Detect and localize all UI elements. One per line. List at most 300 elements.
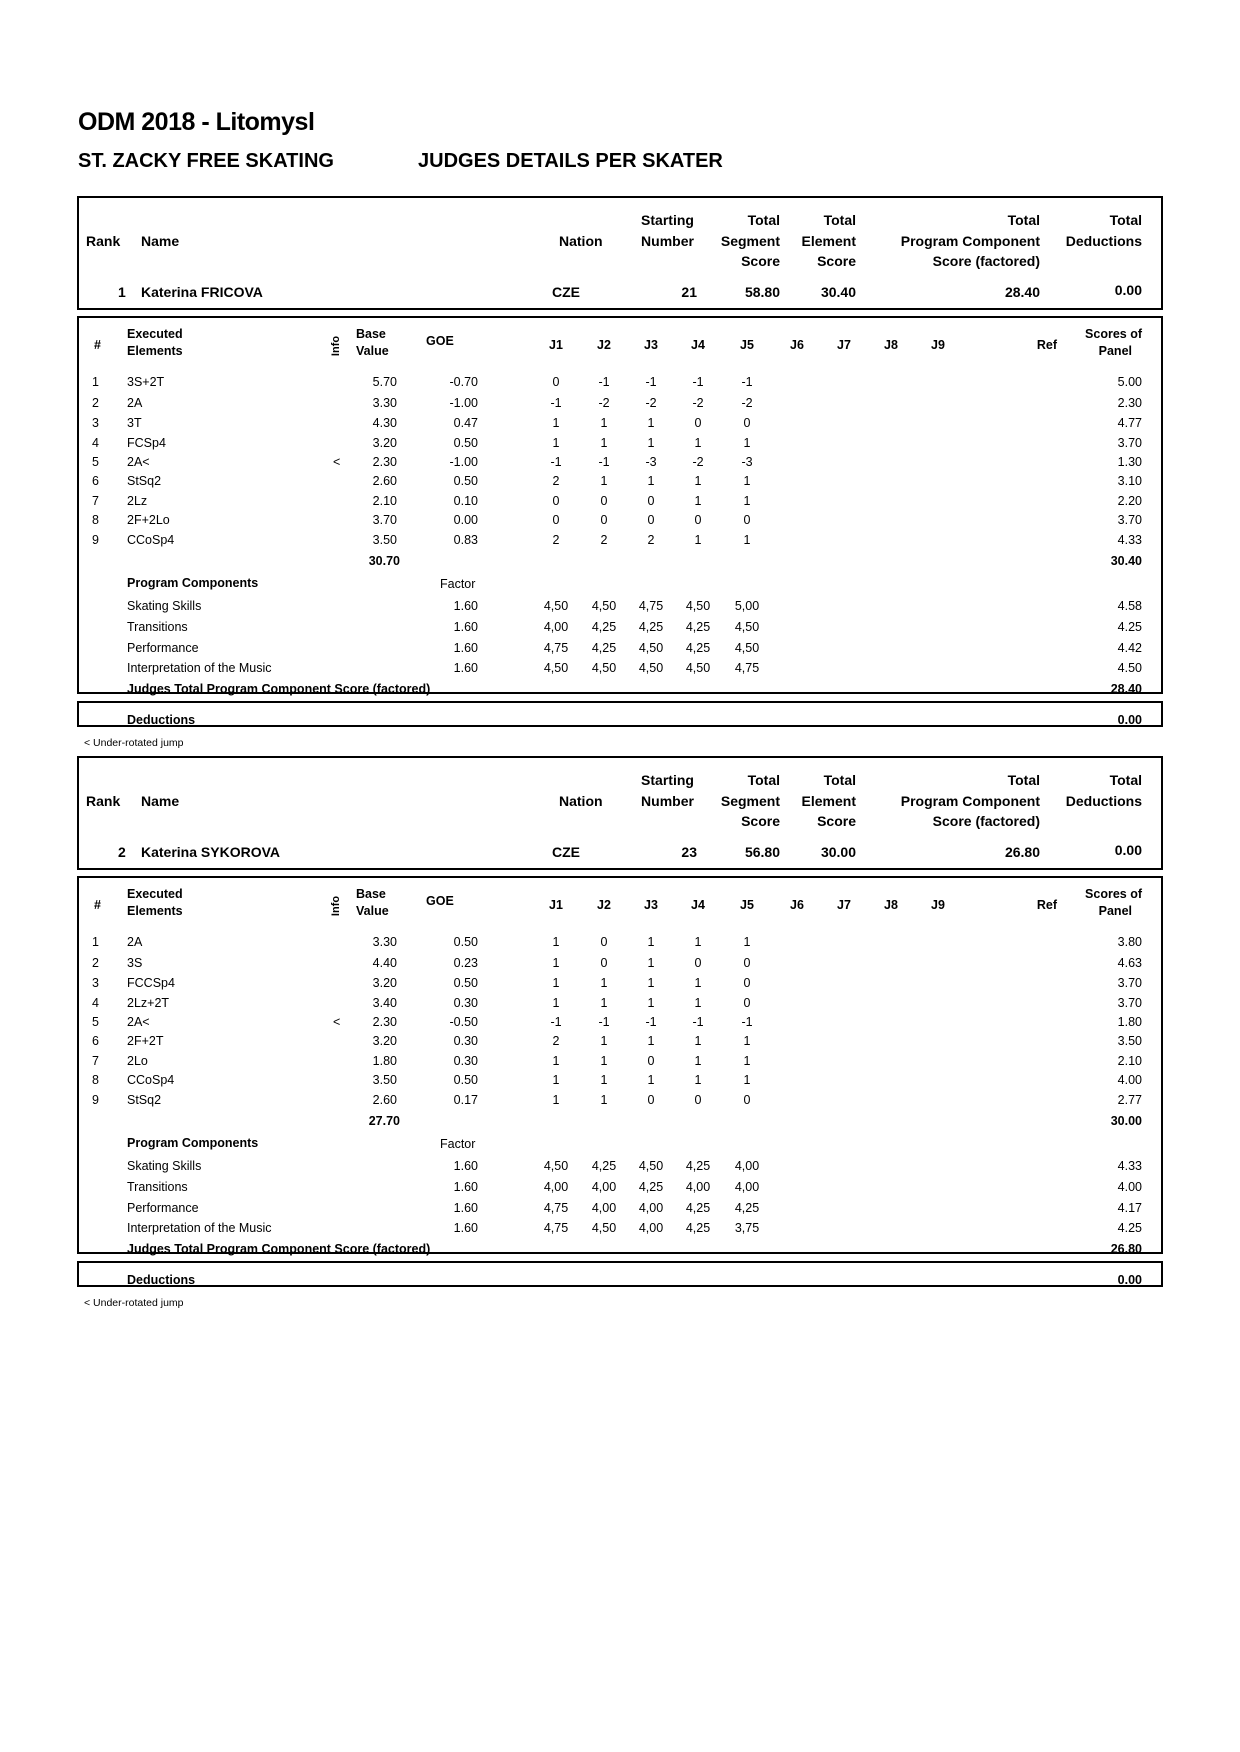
skater-pcs: 26.80 xyxy=(1004,844,1040,860)
tss-total-label: Total xyxy=(747,772,780,788)
col-judge-label: J7 xyxy=(837,898,851,912)
element-judge-score: 0 xyxy=(694,513,702,527)
element-info: < xyxy=(333,1015,341,1029)
element-judge-score: -1 xyxy=(550,455,562,469)
component-judge-score: 4,50 xyxy=(591,661,617,675)
element-judge-score: 1 xyxy=(694,494,702,508)
legend-note: < Under-rotated jump xyxy=(84,1297,184,1309)
element-goe: 0.30 xyxy=(453,996,478,1010)
element-goe: 0.17 xyxy=(453,1093,478,1107)
component-name: Transitions xyxy=(127,1180,188,1194)
element-base-value: 3.50 xyxy=(372,533,397,547)
judges-total-pcs-value: 26.80 xyxy=(1110,1242,1142,1256)
element-code: 2A xyxy=(127,935,143,949)
element-base-value: 3.70 xyxy=(372,513,397,527)
nation-label: Nation xyxy=(559,793,603,809)
col-value-label: Value xyxy=(356,904,389,918)
element-panel-score: 2.30 xyxy=(1117,396,1142,410)
col-value-label: Value xyxy=(356,344,389,358)
element-base-value: 2.60 xyxy=(372,474,397,488)
element-judge-score: 1 xyxy=(552,935,560,949)
element-code: 2A< xyxy=(127,1015,150,1029)
skater-rank: 1 xyxy=(118,284,126,300)
col-base-label: Base xyxy=(356,887,386,901)
element-judge-score: -1 xyxy=(598,375,610,389)
element-goe: 0.50 xyxy=(453,436,478,450)
element-judge-score: 2 xyxy=(647,533,655,547)
element-judge-score: 0 xyxy=(694,956,702,970)
element-judge-score: 1 xyxy=(552,996,560,1010)
element-number: 8 xyxy=(92,513,99,527)
pcs-score-factored-label: Score (factored) xyxy=(932,813,1040,829)
number-label: Number xyxy=(641,233,694,249)
col-judge-label: J5 xyxy=(740,898,754,912)
element-base-value: 3.20 xyxy=(372,976,397,990)
element-judge-score: 0 xyxy=(647,1054,655,1068)
component-panel-score: 4.58 xyxy=(1117,599,1142,613)
col-goe-label: GOE xyxy=(426,894,454,908)
element-code: 3S+2T xyxy=(127,375,165,389)
element-judge-score: -1 xyxy=(692,375,704,389)
component-judge-score: 4,25 xyxy=(685,620,711,634)
starting-label: Starting xyxy=(641,772,694,788)
element-judge-score: 1 xyxy=(600,976,608,990)
element-judge-score: 0 xyxy=(743,956,751,970)
deductions-value: 0.00 xyxy=(1117,713,1142,727)
component-judge-score: 4,50 xyxy=(543,599,569,613)
element-judge-score: -1 xyxy=(598,1015,610,1029)
element-judge-score: 1 xyxy=(600,474,608,488)
pcs-score-factored-label: Score (factored) xyxy=(932,253,1040,269)
component-judge-score: 4,00 xyxy=(734,1159,760,1173)
element-code: 3T xyxy=(127,416,142,430)
component-panel-score: 4.25 xyxy=(1117,620,1142,634)
element-judge-score: 1 xyxy=(600,1054,608,1068)
element-judge-score: 1 xyxy=(743,1034,751,1048)
tes-score-label: Score xyxy=(817,813,856,829)
element-panel-score: 2.77 xyxy=(1117,1093,1142,1107)
col-judge-label: J4 xyxy=(691,898,705,912)
component-judge-score: 4,00 xyxy=(591,1180,617,1194)
element-judge-score: 1 xyxy=(552,956,560,970)
element-judge-score: -2 xyxy=(598,396,610,410)
rank-label: Rank xyxy=(86,793,121,809)
skater-total-deductions: 0.00 xyxy=(1114,842,1142,858)
col-judge-label: J8 xyxy=(884,898,898,912)
element-panel-score: 4.63 xyxy=(1117,956,1142,970)
element-number: 4 xyxy=(92,996,99,1010)
component-panel-score: 4.33 xyxy=(1117,1159,1142,1173)
skater-starting-number: 23 xyxy=(681,844,697,860)
component-judge-score: 4,25 xyxy=(591,620,617,634)
tes-element-label: Element xyxy=(801,233,856,249)
col-scores-of-label: Scores of xyxy=(1085,327,1142,341)
report-title: JUDGES DETAILS PER SKATER xyxy=(418,150,723,172)
element-judge-score: 1 xyxy=(600,996,608,1010)
element-judge-score: 0 xyxy=(743,996,751,1010)
col-judge-label: J2 xyxy=(597,898,611,912)
factor-label: Factor xyxy=(440,577,476,591)
name-label: Name xyxy=(141,793,180,809)
element-code: 2F+2T xyxy=(127,1034,164,1048)
tes-element-label: Element xyxy=(801,793,856,809)
component-name: Performance xyxy=(127,641,199,655)
component-judge-score: 4,00 xyxy=(591,1201,617,1215)
legend-note: < Under-rotated jump xyxy=(84,737,184,749)
component-name: Interpretation of the Music xyxy=(127,1221,272,1235)
component-panel-score: 4.42 xyxy=(1117,641,1142,655)
element-judge-score: 0 xyxy=(694,416,702,430)
element-panel-score: 3.80 xyxy=(1117,935,1142,949)
skater-tss: 56.80 xyxy=(744,844,780,860)
skater-nation: CZE xyxy=(552,284,580,300)
element-judge-score: 0 xyxy=(743,416,751,430)
element-judge-score: 2 xyxy=(552,533,560,547)
element-base-value: 2.60 xyxy=(372,1093,397,1107)
element-info: < xyxy=(333,455,341,469)
element-panel-score: 4.00 xyxy=(1117,1073,1142,1087)
element-judge-score: -2 xyxy=(645,396,657,410)
element-number: 1 xyxy=(92,375,99,389)
element-judge-score: 1 xyxy=(743,436,751,450)
skater-nation: CZE xyxy=(552,844,580,860)
skater-details-box xyxy=(77,876,1163,1254)
number-label: Number xyxy=(641,793,694,809)
element-code: FCCSp4 xyxy=(127,976,175,990)
element-judge-score: 1 xyxy=(694,533,702,547)
element-judge-score: 0 xyxy=(600,494,608,508)
element-judge-score: -2 xyxy=(692,455,704,469)
pcs-program-component-label: Program Component xyxy=(900,793,1040,809)
component-judge-score: 4,25 xyxy=(685,1201,711,1215)
component-judge-score: 4,25 xyxy=(638,1180,664,1194)
element-code: StSq2 xyxy=(127,474,162,488)
col-panel-label: Panel xyxy=(1098,904,1132,918)
element-base-value: 2.30 xyxy=(372,1015,397,1029)
element-panel-score: 2.10 xyxy=(1117,1054,1142,1068)
nation-label: Nation xyxy=(559,233,603,249)
deductions-box xyxy=(77,1261,1163,1287)
skater-header-box xyxy=(77,756,1163,870)
col-judge-label: J1 xyxy=(549,898,563,912)
component-factor: 1.60 xyxy=(453,599,478,613)
element-judge-score: 1 xyxy=(743,935,751,949)
element-goe: 0.10 xyxy=(453,494,478,508)
element-judge-score: 1 xyxy=(600,1034,608,1048)
col-judge-label: J1 xyxy=(549,338,563,352)
element-panel-score: 1.80 xyxy=(1117,1015,1142,1029)
element-code: FCSp4 xyxy=(127,436,166,450)
element-judge-score: 0 xyxy=(743,976,751,990)
col-judge-label: J9 xyxy=(931,338,945,352)
element-code: 2A< xyxy=(127,455,150,469)
element-number: 5 xyxy=(92,1015,99,1029)
starting-label: Starting xyxy=(641,212,694,228)
element-code: StSq2 xyxy=(127,1093,162,1107)
component-judge-score: 4,50 xyxy=(638,1159,664,1173)
element-judge-score: 1 xyxy=(552,1093,560,1107)
element-panel-score: 4.33 xyxy=(1117,533,1142,547)
component-judge-score: 4,00 xyxy=(638,1201,664,1215)
element-number: 4 xyxy=(92,436,99,450)
component-factor: 1.60 xyxy=(453,1180,478,1194)
skater-name: Katerina SYKOROVA xyxy=(141,844,280,860)
skater-details-box xyxy=(77,316,1163,694)
element-code: CCoSp4 xyxy=(127,1073,175,1087)
element-number: 9 xyxy=(92,1093,99,1107)
element-number: 5 xyxy=(92,455,99,469)
elements-total: 30.00 xyxy=(1110,1114,1142,1128)
component-judge-score: 5,00 xyxy=(734,599,760,613)
element-judge-score: 0 xyxy=(600,956,608,970)
element-panel-score: 2.20 xyxy=(1117,494,1142,508)
component-judge-score: 4,75 xyxy=(543,1201,569,1215)
deductions-value: 0.00 xyxy=(1117,1273,1142,1287)
element-judge-score: 2 xyxy=(600,533,608,547)
element-judge-score: -1 xyxy=(692,1015,704,1029)
element-code: CCoSp4 xyxy=(127,533,175,547)
element-panel-score: 3.70 xyxy=(1117,513,1142,527)
element-code: 2F+2Lo xyxy=(127,513,170,527)
element-judge-score: 1 xyxy=(552,1073,560,1087)
element-judge-score: 1 xyxy=(694,1054,702,1068)
element-judge-score: 0 xyxy=(600,935,608,949)
element-goe: -0.70 xyxy=(449,375,478,389)
element-judge-score: -1 xyxy=(741,375,753,389)
col-executed-label: Executed xyxy=(127,887,183,901)
tss-score-label: Score xyxy=(741,253,780,269)
col-number-label: # xyxy=(94,338,101,352)
component-name: Skating Skills xyxy=(127,599,202,613)
component-judge-score: 4,50 xyxy=(734,620,760,634)
element-goe: 0.23 xyxy=(453,956,478,970)
element-judge-score: 2 xyxy=(552,474,560,488)
col-elements-label: Elements xyxy=(127,904,183,918)
tes-total-label: Total xyxy=(823,212,856,228)
component-name: Interpretation of the Music xyxy=(127,661,272,675)
component-factor: 1.60 xyxy=(453,620,478,634)
col-ref-label: Ref xyxy=(1036,898,1057,912)
col-judge-label: J2 xyxy=(597,338,611,352)
pcs-total-label: Total xyxy=(1007,772,1040,788)
element-panel-score: 3.70 xyxy=(1117,996,1142,1010)
element-judge-score: -3 xyxy=(741,455,753,469)
element-code: 3S xyxy=(127,956,143,970)
element-judge-score: 1 xyxy=(647,436,655,450)
col-judge-label: J9 xyxy=(931,898,945,912)
deductions-header-label: Deductions xyxy=(1065,233,1142,249)
deductions-header-label: Deductions xyxy=(1065,793,1142,809)
component-judge-score: 4,75 xyxy=(734,661,760,675)
element-goe: 0.50 xyxy=(453,935,478,949)
element-panel-score: 3.70 xyxy=(1117,436,1142,450)
component-judge-score: 4,00 xyxy=(638,1221,664,1235)
element-judge-score: 1 xyxy=(743,474,751,488)
col-judge-label: J3 xyxy=(644,898,658,912)
col-panel-label: Panel xyxy=(1098,344,1132,358)
col-info-label: Info xyxy=(330,335,343,357)
element-judge-score: 0 xyxy=(647,494,655,508)
element-judge-score: 2 xyxy=(552,1034,560,1048)
component-judge-score: 4,25 xyxy=(685,641,711,655)
element-goe: 0.83 xyxy=(453,533,478,547)
program-components-label: Program Components xyxy=(127,1136,259,1150)
element-panel-score: 3.70 xyxy=(1117,976,1142,990)
element-judge-score: 0 xyxy=(743,1093,751,1107)
element-judge-score: 1 xyxy=(694,976,702,990)
element-judge-score: 1 xyxy=(552,416,560,430)
element-number: 3 xyxy=(92,416,99,430)
skater-pcs: 28.40 xyxy=(1004,284,1040,300)
element-number: 7 xyxy=(92,1054,99,1068)
element-number: 1 xyxy=(92,935,99,949)
element-judge-score: 1 xyxy=(647,474,655,488)
skater-total-deductions: 0.00 xyxy=(1114,282,1142,298)
col-elements-label: Elements xyxy=(127,344,183,358)
element-code: 2Lz xyxy=(127,494,148,508)
col-judge-label: J3 xyxy=(644,338,658,352)
component-judge-score: 4,25 xyxy=(638,620,664,634)
element-judge-score: 0 xyxy=(552,375,560,389)
skater-tes: 30.40 xyxy=(820,284,856,300)
element-judge-score: 1 xyxy=(694,436,702,450)
element-number: 2 xyxy=(92,956,99,970)
component-factor: 1.60 xyxy=(453,1221,478,1235)
element-judge-score: 1 xyxy=(694,996,702,1010)
element-judge-score: 1 xyxy=(552,436,560,450)
element-judge-score: 1 xyxy=(694,1073,702,1087)
tss-total-label: Total xyxy=(747,212,780,228)
element-judge-score: 1 xyxy=(647,956,655,970)
component-factor: 1.60 xyxy=(453,661,478,675)
tss-segment-label: Segment xyxy=(720,793,780,809)
element-goe: 0.50 xyxy=(453,1073,478,1087)
element-judge-score: 1 xyxy=(694,1034,702,1048)
element-panel-score: 3.10 xyxy=(1117,474,1142,488)
element-judge-score: -1 xyxy=(550,1015,562,1029)
element-number: 7 xyxy=(92,494,99,508)
element-goe: 0.30 xyxy=(453,1054,478,1068)
element-judge-score: -1 xyxy=(645,375,657,389)
factor-label: Factor xyxy=(440,1137,476,1151)
judges-total-pcs-label: Judges Total Program Component Score (factored) xyxy=(127,1242,431,1256)
element-judge-score: 1 xyxy=(600,436,608,450)
element-judge-score: 1 xyxy=(600,416,608,430)
element-code: 2Lz+2T xyxy=(127,996,170,1010)
element-number: 9 xyxy=(92,533,99,547)
element-code: 2Lo xyxy=(127,1054,148,1068)
col-judge-label: J6 xyxy=(790,898,804,912)
element-base-value: 2.10 xyxy=(372,494,397,508)
component-factor: 1.60 xyxy=(453,1201,478,1215)
component-judge-score: 4,25 xyxy=(734,1201,760,1215)
component-panel-score: 4.50 xyxy=(1117,661,1142,675)
element-judge-score: -1 xyxy=(598,455,610,469)
page-title: ODM 2018 - Litomysl xyxy=(78,108,315,136)
component-judge-score: 4,25 xyxy=(591,1159,617,1173)
component-judge-score: 4,50 xyxy=(685,599,711,613)
element-panel-score: 4.77 xyxy=(1117,416,1142,430)
deductions-label: Deductions xyxy=(127,713,196,727)
element-base-value: 3.40 xyxy=(372,996,397,1010)
element-base-value: 3.30 xyxy=(372,935,397,949)
col-base-label: Base xyxy=(356,327,386,341)
deductions-total-label: Total xyxy=(1109,772,1142,788)
component-panel-score: 4.17 xyxy=(1117,1201,1142,1215)
component-judge-score: 4,50 xyxy=(685,661,711,675)
element-judge-score: -1 xyxy=(645,1015,657,1029)
col-goe-label: GOE xyxy=(426,334,454,348)
element-judge-score: 1 xyxy=(743,533,751,547)
element-panel-score: 5.00 xyxy=(1117,375,1142,389)
element-judge-score: 0 xyxy=(743,513,751,527)
skater-name: Katerina FRICOVA xyxy=(141,284,263,300)
pcs-total-label: Total xyxy=(1007,212,1040,228)
element-judge-score: 1 xyxy=(743,1054,751,1068)
skater-rank: 2 xyxy=(118,844,126,860)
element-judge-score: 1 xyxy=(647,1073,655,1087)
element-base-value: 3.20 xyxy=(372,436,397,450)
deductions-box xyxy=(77,701,1163,727)
element-judge-score: 1 xyxy=(552,976,560,990)
element-judge-score: 0 xyxy=(552,513,560,527)
component-judge-score: 4,75 xyxy=(638,599,664,613)
judges-total-pcs-label: Judges Total Program Component Score (factored) xyxy=(127,682,431,696)
skater-starting-number: 21 xyxy=(681,284,697,300)
element-goe: 0.50 xyxy=(453,474,478,488)
deductions-label: Deductions xyxy=(127,1273,196,1287)
rank-label: Rank xyxy=(86,233,121,249)
element-judge-score: 1 xyxy=(743,494,751,508)
component-name: Performance xyxy=(127,1201,199,1215)
component-panel-score: 4.25 xyxy=(1117,1221,1142,1235)
element-number: 6 xyxy=(92,1034,99,1048)
col-judge-label: J6 xyxy=(790,338,804,352)
component-judge-score: 4,00 xyxy=(543,1180,569,1194)
element-judge-score: -1 xyxy=(550,396,562,410)
element-number: 8 xyxy=(92,1073,99,1087)
element-judge-score: 1 xyxy=(647,976,655,990)
element-judge-score: 1 xyxy=(552,1054,560,1068)
base-value-total: 27.70 xyxy=(368,1114,400,1128)
element-goe: -1.00 xyxy=(449,396,478,410)
component-judge-score: 4,00 xyxy=(685,1180,711,1194)
component-judge-score: 4,50 xyxy=(638,641,664,655)
element-judge-score: -2 xyxy=(741,396,753,410)
component-name: Transitions xyxy=(127,620,188,634)
element-judge-score: -2 xyxy=(692,396,704,410)
name-label: Name xyxy=(141,233,180,249)
element-judge-score: 0 xyxy=(600,513,608,527)
element-judge-score: 1 xyxy=(647,935,655,949)
element-number: 6 xyxy=(92,474,99,488)
tes-total-label: Total xyxy=(823,772,856,788)
element-judge-score: 1 xyxy=(600,1093,608,1107)
component-judge-score: 4,00 xyxy=(543,620,569,634)
component-factor: 1.60 xyxy=(453,641,478,655)
component-judge-score: 4,25 xyxy=(685,1221,711,1235)
element-base-value: 4.40 xyxy=(372,956,397,970)
element-base-value: 2.30 xyxy=(372,455,397,469)
base-value-total: 30.70 xyxy=(368,554,400,568)
component-judge-score: 4,50 xyxy=(591,1221,617,1235)
element-number: 2 xyxy=(92,396,99,410)
component-judge-score: 4,25 xyxy=(591,641,617,655)
element-judge-score: 1 xyxy=(647,416,655,430)
element-base-value: 5.70 xyxy=(372,375,397,389)
program-components-label: Program Components xyxy=(127,576,259,590)
element-judge-score: 1 xyxy=(647,996,655,1010)
